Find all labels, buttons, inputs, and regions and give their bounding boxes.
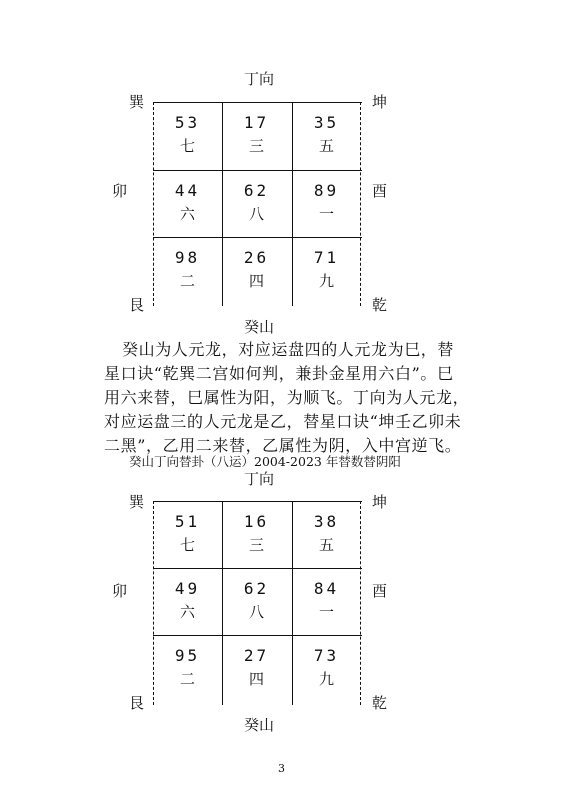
cell-numbers: 89 [313,181,340,200]
cell-numbers: 35 [313,113,340,132]
chart2-corner-top-left: 巽 [129,493,145,511]
cell-numbers: 62 [243,181,270,200]
paragraph-line: 用六来替，巳属性为阳，为顺飞。丁向为人元龙， [104,388,470,407]
chart1-side-right: 酉 [372,182,388,200]
chart2-corner-bottom-left: 艮 [129,694,145,712]
chart1-cell-se [153,102,222,169]
chart1-corner-bottom-left: 艮 [129,296,145,314]
chart1-cell-w [292,170,361,237]
cell-palace: 二 [179,272,195,290]
chart2-cell-sw [292,501,361,568]
chart2-corner-bottom-right: 乾 [372,694,388,712]
cell-numbers: 73 [313,646,340,665]
paragraph-line: 对应运盘三的人元龙是乙，替星口诀“坤壬乙卯未 [104,412,462,431]
chart2-sitting-label: 癸山 [244,716,275,734]
chart1-grid [153,102,362,306]
chart1-cell-nw [292,237,361,304]
cell-palace: 一 [318,603,334,621]
chart1-cell-ne [153,237,222,304]
cell-numbers: 38 [313,512,340,531]
chart2-cell-e [153,568,222,635]
chart2-side-right: 酉 [372,582,388,600]
cell-palace: 六 [179,205,195,223]
chart2-cell-w [292,568,361,635]
cell-palace: 三 [248,536,264,554]
cell-palace: 五 [318,536,334,554]
chart1-sitting-label: 癸山 [244,318,275,336]
cell-palace: 一 [318,205,334,223]
cell-numbers: 51 [174,512,201,531]
chart2-cell-n [222,635,291,702]
cell-numbers: 84 [313,579,340,598]
cell-palace: 七 [179,536,195,554]
chart2-cell-center [222,568,291,635]
chart1-cell-n [222,237,291,304]
chart1-cell-sw [292,102,361,169]
cell-palace: 五 [318,137,334,155]
chart1-cell-center [222,170,291,237]
cell-numbers: 16 [243,512,270,531]
chart2-cell-s [222,501,291,568]
chart1-cell-s [222,102,291,169]
cell-palace: 三 [248,137,264,155]
chart1-facing-label: 丁向 [244,70,275,88]
page-number: 3 [278,762,285,775]
chart2-cell-se [153,501,222,568]
chart1-cell-e [153,170,222,237]
chart2-side-left: 卯 [112,582,128,600]
cell-numbers: 95 [174,646,201,665]
chart1-corner-bottom-right: 乾 [372,296,388,314]
cell-numbers: 53 [174,113,201,132]
paragraph-line: 星口诀“乾巽二宫如何判，兼卦金星用六白”。巳 [104,364,454,383]
cell-numbers: 62 [243,579,270,598]
chart2-cell-ne [153,635,222,702]
chart1-side-left: 卯 [112,182,128,200]
cell-palace: 六 [179,603,195,621]
cell-palace: 九 [318,272,334,290]
cell-palace: 八 [248,205,264,223]
cell-palace: 七 [179,137,195,155]
cell-numbers: 49 [174,579,201,598]
cell-numbers: 44 [174,181,201,200]
cell-numbers: 98 [174,248,201,267]
chart2-grid [153,501,362,705]
cell-palace: 四 [248,670,264,688]
paragraph-line: 癸山为人元龙，对应运盘四的人元龙为巳，替 [122,340,455,359]
cell-palace: 四 [248,272,264,290]
cell-numbers: 26 [243,248,270,267]
paragraph-line: 二黑”，乙用二来替，乙属性为阴，入中宫逆飞。 [104,436,462,455]
chart2-caption: 癸山丁向替卦（八运）2004-2023 年替数替阴阳 [129,454,401,469]
cell-palace: 八 [248,603,264,621]
chart2-facing-label: 丁向 [244,470,275,488]
cell-palace: 二 [179,670,195,688]
chart1-corner-top-right: 坤 [372,93,388,111]
cell-numbers: 17 [243,113,270,132]
cell-numbers: 71 [313,248,340,267]
chart2-corner-top-right: 坤 [372,493,388,511]
chart1-corner-top-left: 巽 [129,93,145,111]
cell-palace: 九 [318,670,334,688]
cell-numbers: 27 [243,646,270,665]
chart2-cell-nw [292,635,361,702]
